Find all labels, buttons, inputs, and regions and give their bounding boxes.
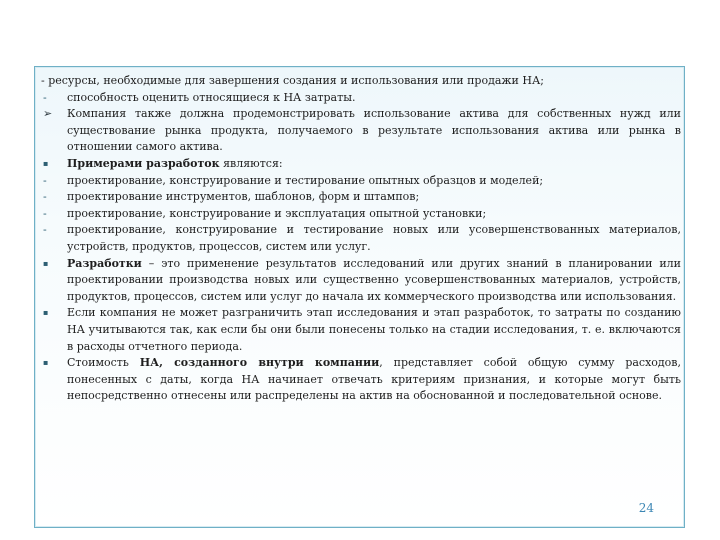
dash-bullet: - [43,90,47,104]
list-item [41,73,681,90]
list-item [41,206,681,223]
bold-term: Примерами разработок [67,156,220,170]
line-text: проектирование инструментов, шаблонов, форм и штампов; [67,190,420,204]
dash-bullet: - [43,190,47,204]
list-item [41,106,681,156]
list-item [41,222,681,255]
line-text: способность оценить относящиеся к НА затраты. [67,90,356,104]
list-item [41,90,681,107]
square-bullet-icon: ▪ [43,158,49,168]
line-text: проектирование, конструирование и эксплуатация опытной установки; [67,206,487,220]
line-text: проектирование, конструирование и тестирование новых или усовершенствованных материалов, устройств, продуктов, процессов, систем или услуг. [67,223,681,253]
square-bullet-icon: ▪ [43,258,49,268]
bold-term: Разработки [67,256,142,270]
line-text: Стоимость [67,356,140,370]
line-text: являются: [219,156,283,170]
line-text: , представляет собой общую сумму расходов, понесенных с даты, когда НА начинает отвечать критериям признания, и которые могут быть непосредственно отнесены или распределены на актив на обоснованной и последовательной основе. [67,356,681,403]
page-number: 24 [638,501,654,515]
list-item [41,189,681,206]
line-text: - ресурсы, необходимые для завершения создания и использования или продажи НА; [41,74,545,87]
square-bullet-icon: ▪ [43,308,49,318]
list-item [41,355,681,405]
square-bullet-icon: ▪ [43,358,49,368]
list-item [41,256,681,306]
bold-term: НА, созданного внутри компании [139,356,380,370]
arrow-bullet-icon: ➢ [43,107,53,121]
slide-content [41,73,681,405]
list-item [41,173,681,190]
list-item [41,305,681,355]
line-text: – это применение результатов исследований или других знаний в планировании или проектировании производства новых или существенно усовершенствованных материалов, устройств, продуктов, процессов, систем или услуг до начала их коммерческого производства или использования. [67,256,681,303]
line-text: Если компания не может разграничить этап исследования и этап разработок, то затраты по созданию НА учитываются так, как если бы они были понесены только на стадии исследования, т. е. включаются в расходы отчетного периода. [67,306,681,353]
dash-bullet: - [43,223,47,237]
dash-bullet: - [43,173,47,187]
dash-bullet: - [43,206,47,220]
list-item [41,156,681,173]
line-text: проектирование, конструирование и тестирование опытных образцов и моделей; [67,173,544,187]
line-text: Компания также должна продемонстрировать использование актива для собственных нужд или существование рынка продукта, получаемого в результате использования актива или рынка в отношении самого актива. [67,107,681,154]
slide-panel [34,66,685,528]
